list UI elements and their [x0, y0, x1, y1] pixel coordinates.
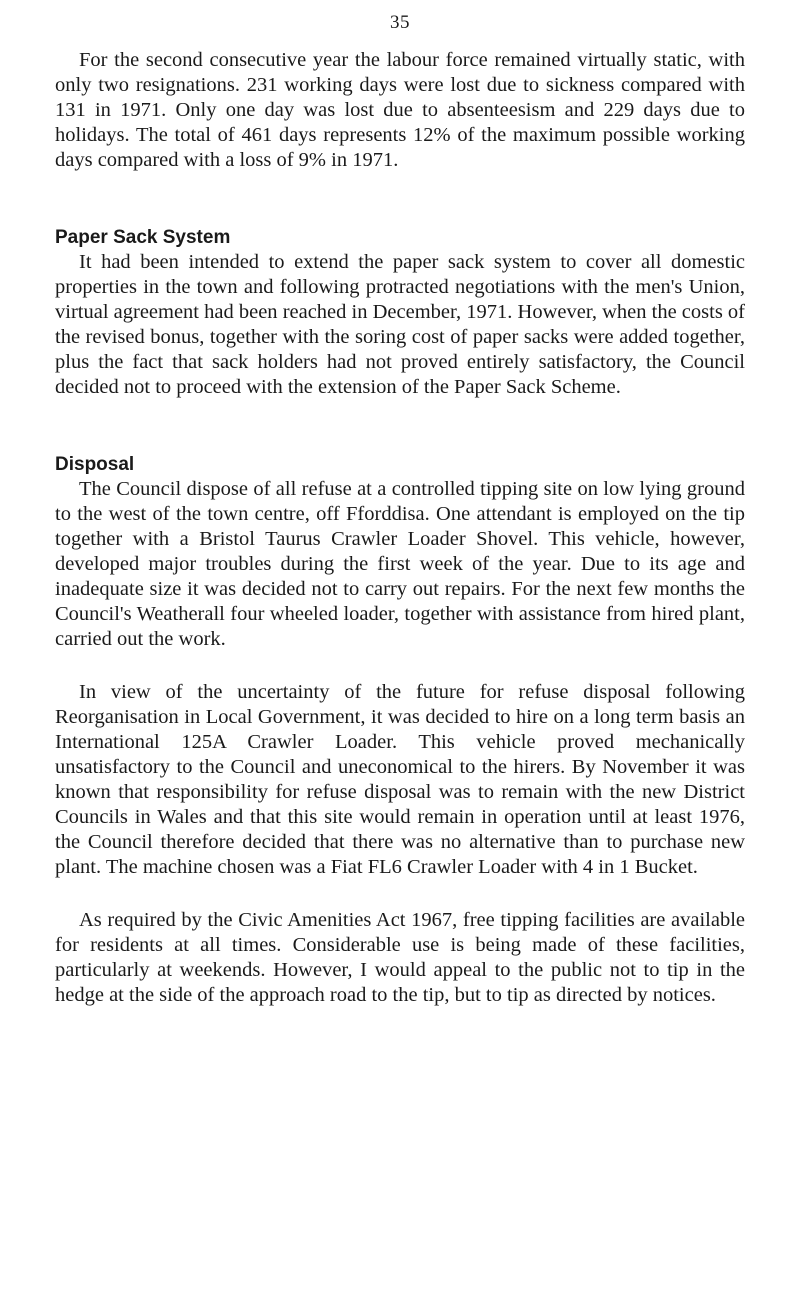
intro-paragraph: For the second consecutive year the labour force remained virtually static, with only two resignations. 231 working days were lost due to sickness compared with 131 in 1971. Only one day was lost due to absenteesism and 229 days due to holidays. The total of 461 days represents 12% of the maximum possible working days compared with a loss of 9% in 1971. — [55, 49, 745, 171]
heading-disposal: Disposal — [55, 454, 135, 475]
page-content — [55, 48, 745, 1008]
paper-sack-paragraph: It had been intended to extend the paper sack system to cover all domestic properties in the town and following protracted negotiations with the men's Union, virtual agreement had been reached in December, 1971. However, when the costs of the revised bonus, together with the soring cost of paper sacks were added together, plus the fact that sack holders had not proved entirely satisfactory, the Council decided not to proceed with the extension of the Paper Sack Scheme. — [55, 251, 745, 398]
paragraph-spacer — [55, 652, 745, 680]
page-number: 35 — [390, 12, 410, 33]
disposal-paragraph-2: In view of the uncertainty of the future for refuse disposal following Reorganisation in Local Government, it was decided to hire on a long term basis an International 125A Crawler Loader. This vehicle proved mechanically unsatisfactory to the Council and uneconomical to the hirers. By November it was known that responsibility for refuse disposal was to remain with the new District Councils in Wales and that this site would remain in operation until at least 1976, the Council therefore decided that there was no alternative than to purchase new plant. The machine chosen was a Fiat FL6 Crawler Loader with 4 in 1 Bucket. — [55, 681, 745, 878]
heading-paper-sack-system: Paper Sack System — [55, 227, 231, 248]
disposal-paragraph-3: As required by the Civic Amenities Act 1967, free tipping facilities are available for residents at all times. Considerable use is being made of these facilities, particularly at weekends. However, I would appeal to the public not to tip in the hedge at the side of the approach road to the tip, but to tip as directed by notices. — [55, 909, 745, 1006]
paragraph-spacer — [55, 880, 745, 908]
section-spacer — [55, 173, 745, 225]
disposal-paragraph-1: The Council dispose of all refuse at a controlled tipping site on low lying ground to the west of the town centre, off Fforddisa. One attendant is employed on the tip together with a Bristol Taurus Crawler Loader Shovel. This vehicle, however, developed major troubles during the first week of the year. Due to its age and inadequate size it was decided not to carry out repairs. For the next few months the Council's Weatherall four wheeled loader, together with assistance from hired plant, carried out the work. — [55, 478, 745, 650]
section-spacer — [55, 400, 745, 452]
